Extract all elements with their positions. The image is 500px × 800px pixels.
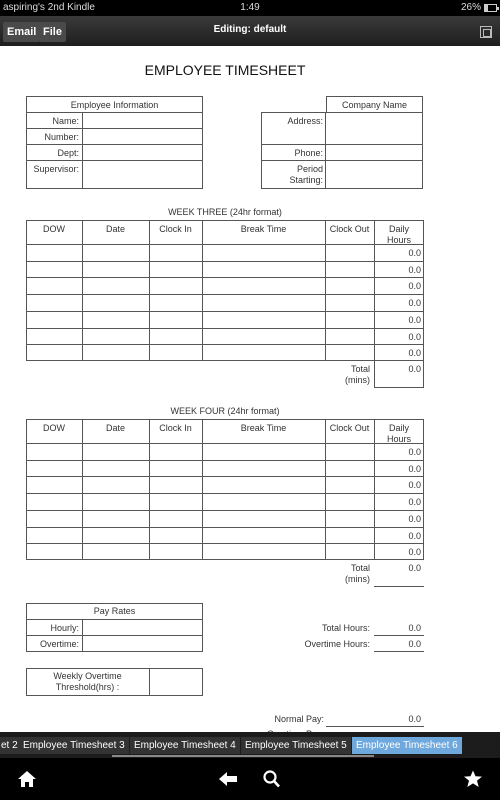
star-icon[interactable] <box>463 770 483 788</box>
w3-daily-hours-cell[interactable]: 0.0 <box>408 248 421 258</box>
w4-total-value: 0.0 <box>408 563 421 573</box>
employee-info-header: Employee Information <box>70 100 159 110</box>
status-bar <box>0 0 500 16</box>
sheet-tab-6[interactable]: Employee Timesheet 6 <box>352 737 462 754</box>
w4-col-date: Date <box>105 423 125 433</box>
tab-scrollbar[interactable] <box>112 755 374 757</box>
week-three-title: WEEK THREE (24hr format) <box>168 207 282 217</box>
back-icon[interactable] <box>218 770 238 788</box>
w3-total-label-line2: (mins) <box>345 375 370 385</box>
w3-col-date: Date <box>105 224 125 234</box>
w3-col-clock-in: Clock In <box>159 224 192 234</box>
number-label: Number: <box>44 132 79 142</box>
system-nav-bar <box>0 758 500 800</box>
pay-rates-header: Pay Rates <box>93 606 136 616</box>
hourly-label: Hourly: <box>50 623 79 633</box>
address-label: Address: <box>287 116 323 126</box>
sheet-tab-5[interactable]: Employee Timesheet 5 <box>241 737 351 754</box>
threshold-label-line1: Weekly Overtime <box>53 671 122 681</box>
total-hours-label: Total Hours: <box>321 623 370 633</box>
w4-daily-hours-cell[interactable]: 0.0 <box>408 514 421 524</box>
document-title: Editing: default <box>213 24 287 35</box>
overtime-hours-label: Overtime Hours: <box>304 639 370 649</box>
search-icon[interactable] <box>262 770 282 788</box>
w3-daily-hours-cell[interactable]: 0.0 <box>408 315 421 325</box>
battery-status <box>461 2 497 13</box>
phone-label: Phone: <box>294 148 323 158</box>
battery-percent: 26% <box>460 2 481 13</box>
w3-col-break-time: Break Time <box>240 224 287 234</box>
w3-total-label-line1: Total <box>350 364 370 374</box>
home-icon[interactable] <box>17 770 37 788</box>
battery-icon <box>484 4 497 12</box>
period-label-line1: Period <box>296 164 323 174</box>
w3-daily-hours-cell[interactable]: 0.0 <box>408 265 421 275</box>
w4-daily-hours-cell[interactable]: 0.0 <box>408 547 421 557</box>
sheet-tab-4[interactable]: Employee Timesheet 4 <box>130 737 240 754</box>
sheet-tab-bar <box>0 732 500 758</box>
w3-col-clock-out: Clock Out <box>329 224 370 234</box>
w4-col-break-time: Break Time <box>240 423 287 433</box>
w3-total-value: 0.0 <box>408 364 421 374</box>
w3-daily-hours-cell[interactable]: 0.0 <box>408 332 421 342</box>
window-menu-icon[interactable] <box>480 26 492 38</box>
w3-col-dow: DOW <box>43 224 65 234</box>
week-three-table <box>26 220 424 361</box>
w4-daily-hours-cell[interactable]: 0.0 <box>408 464 421 474</box>
overtime-label: Overtime: <box>39 639 79 649</box>
week-four-title: WEEK FOUR (24hr format) <box>170 406 280 416</box>
dept-label: Dept: <box>57 148 79 158</box>
w3-daily-hours-cell[interactable]: 0.0 <box>408 348 421 358</box>
w4-col-daily-line2: Hours <box>386 434 411 444</box>
period-label-line2: Starting: <box>289 175 323 185</box>
device-name: aspiring's 2nd Kindle <box>3 2 95 13</box>
w4-daily-hours-cell[interactable]: 0.0 <box>408 447 421 457</box>
total-hours-value: 0.0 <box>408 623 421 633</box>
normal-pay-label: Normal Pay: <box>274 714 324 724</box>
w4-col-daily-line1: Daily <box>388 423 409 433</box>
w4-col-dow: DOW <box>43 423 65 433</box>
w4-daily-hours-cell[interactable]: 0.0 <box>408 531 421 541</box>
overtime-hours-value: 0.0 <box>408 639 421 649</box>
supervisor-label: Supervisor: <box>33 164 79 174</box>
name-label: Name: <box>52 116 79 126</box>
normal-pay-value: 0.0 <box>408 714 421 724</box>
w4-total-label-line1: Total <box>350 563 370 573</box>
company-name-header: Company Name <box>341 100 408 110</box>
clock: 1:49 <box>240 2 260 13</box>
app-toolbar <box>0 16 500 46</box>
file-button[interactable]: File <box>39 22 66 42</box>
sheet-tab-2[interactable]: et 2 <box>0 737 22 754</box>
w3-col-daily-line1: Daily <box>388 224 409 234</box>
w4-daily-hours-cell[interactable]: 0.0 <box>408 497 421 507</box>
w4-col-clock-in: Clock In <box>159 423 192 433</box>
sheet-tab-3[interactable]: Employee Timesheet 3 <box>19 737 129 754</box>
w3-col-daily-line2: Hours <box>386 235 411 245</box>
w4-total-label-line2: (mins) <box>345 574 370 584</box>
timesheet-title: EMPLOYEE TIMESHEET <box>144 62 306 78</box>
threshold-label-line2: Threshold(hrs) : <box>55 682 120 692</box>
w3-daily-hours-cell[interactable]: 0.0 <box>408 298 421 308</box>
week-four-table <box>26 419 424 560</box>
w4-col-clock-out: Clock Out <box>329 423 370 433</box>
email-button[interactable]: Email <box>3 22 40 42</box>
w3-daily-hours-cell[interactable]: 0.0 <box>408 281 421 291</box>
spreadsheet-document[interactable] <box>0 46 500 730</box>
w4-daily-hours-cell[interactable]: 0.0 <box>408 480 421 490</box>
